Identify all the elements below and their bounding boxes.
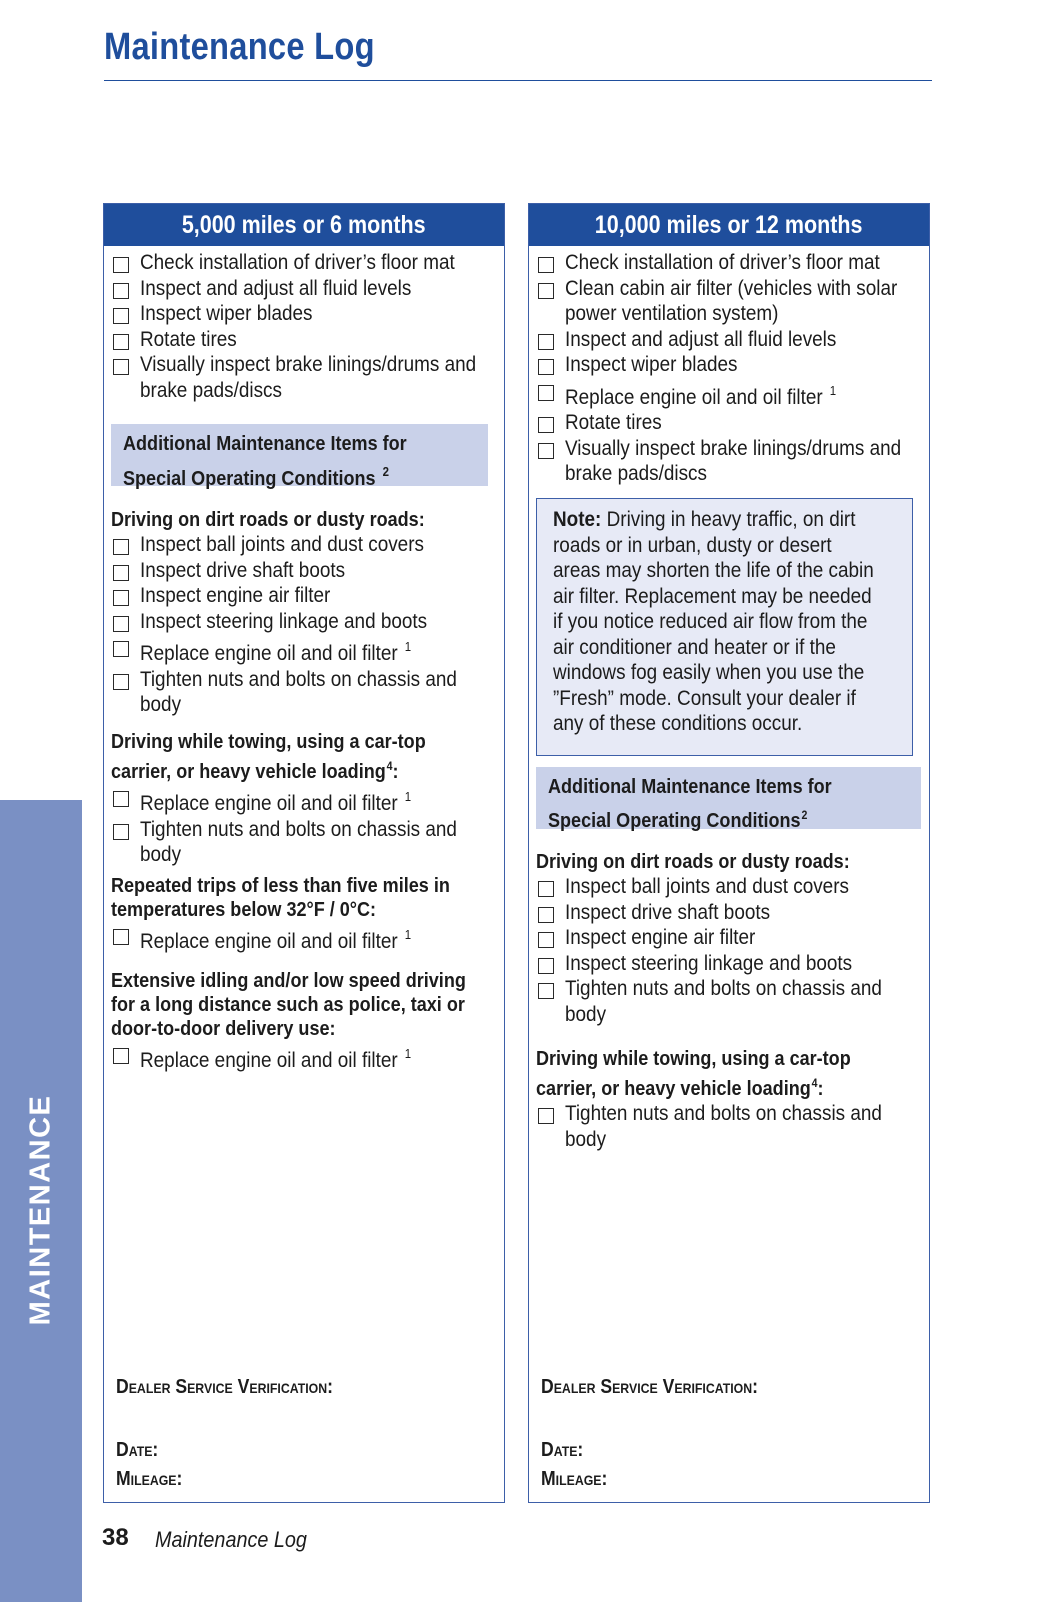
checklist-item[interactable]: Check installation of driver’s floor mat (536, 250, 926, 276)
checklist-item[interactable]: Visually inspect brake linings/drums and (536, 436, 926, 462)
checklist-item[interactable]: Replace engine oil and oil filter $^1$ (536, 378, 926, 411)
column-header: 10,000 miles or 12 months (529, 204, 929, 246)
checklist-item[interactable]: Tighten nuts and bolts on chassis and (111, 667, 501, 693)
checkbox[interactable] (538, 257, 554, 273)
page-number: 38 (102, 1524, 129, 1551)
checkbox[interactable] (113, 565, 129, 581)
note-label: Note: (553, 507, 602, 531)
checkbox[interactable] (113, 283, 129, 299)
cabin-filter-note: Note: Driving in heavy traffic, on dirt roads or in urban, dusty or desert areas may shorten the life of the cabin air filter. Replacement may be needed if you notice reduced air flow from the air conditioner and heater or if the windows fog easily when you use the ”Fresh” mode. Consult your dealer if any of these conditions occur. (536, 498, 913, 756)
checkbox[interactable] (538, 359, 554, 375)
checklist-item-continued: body (565, 1126, 607, 1151)
checkbox[interactable] (538, 283, 554, 299)
section-heading: carrier, or heavy vehicle loading$^4$: (111, 759, 399, 783)
checkbox[interactable] (538, 932, 554, 948)
checkbox[interactable] (538, 958, 554, 974)
column-header: 5,000 miles or 6 months (104, 204, 504, 246)
checklist-item[interactable]: Tighten nuts and bolts on chassis and (111, 817, 501, 843)
checklist-item[interactable]: Inspect ball joints and dust covers (111, 532, 501, 558)
section-heading: Driving while towing, using a car-top (111, 730, 426, 753)
checklist-item-continued: brake pads/discs (140, 377, 282, 402)
section-heading: door-to-door delivery use: (111, 1017, 336, 1040)
checklist-item[interactable]: Inspect engine air filter (111, 583, 501, 609)
checkbox[interactable] (113, 359, 129, 375)
checklist-item[interactable]: Replace engine oil and oil filter $^1$ (111, 922, 501, 955)
checklist-item[interactable]: Inspect and adjust all fluid levels (536, 327, 926, 353)
checklist-item[interactable]: Check installation of driver’s floor mat (111, 250, 501, 276)
checklist-item[interactable]: Inspect wiper blades (536, 352, 926, 378)
checkbox[interactable] (113, 308, 129, 324)
special-conditions-band: Additional Maintenance Items for Special Operating Conditions$^2$ (536, 767, 921, 829)
checklist-item[interactable]: Inspect ball joints and dust covers (536, 874, 926, 900)
checklist-item[interactable]: Replace engine oil and oil filter $^1$ (111, 1041, 501, 1074)
section-short-trips (111, 874, 501, 955)
checklist-item[interactable]: Inspect drive shaft boots (111, 558, 501, 584)
section-heading: Repeated trips of less than five miles in (111, 874, 450, 897)
date-label: Date: (116, 1439, 159, 1461)
interval-column-5000 (103, 203, 505, 1503)
checklist-item[interactable]: Rotate tires (111, 327, 501, 353)
special-conditions-band: Additional Maintenance Items for Special Operating Conditions $^2$ (111, 424, 488, 486)
checkbox[interactable] (113, 674, 129, 690)
date-label: Date: (541, 1439, 584, 1461)
interval-column-10000 (528, 203, 930, 1503)
section-heading: Driving on dirt roads or dusty roads: (536, 850, 850, 873)
checklist-item[interactable]: Tighten nuts and bolts on chassis and (536, 1101, 926, 1127)
checkbox[interactable] (113, 334, 129, 350)
section-heading: temperatures below 32°F / 0°C: (111, 898, 377, 921)
mileage-label: Mileage: (541, 1468, 608, 1490)
section-towing (536, 1047, 926, 1152)
mileage-label: Mileage: (116, 1468, 183, 1490)
checkbox[interactable] (538, 907, 554, 923)
checklist-item[interactable]: Inspect drive shaft boots (536, 900, 926, 926)
checklist-item[interactable]: Replace engine oil and oil filter $^1$ (111, 784, 501, 817)
checkbox[interactable] (538, 385, 554, 401)
footer-section-label: Maintenance Log (155, 1527, 307, 1552)
checkbox[interactable] (113, 791, 129, 807)
checklist-item[interactable]: Clean cabin air filter (vehicles with solar (536, 276, 926, 302)
checklist-item-continued: brake pads/discs (565, 461, 707, 485)
dealer-verification-label: Dealer Service Verification: (116, 1376, 334, 1398)
section-heading: carrier, or heavy vehicle loading$^4$: (536, 1076, 824, 1100)
checkbox[interactable] (538, 443, 554, 459)
section-idling (111, 969, 501, 1074)
checkbox[interactable] (113, 590, 129, 606)
section-dirt-roads (536, 850, 926, 1027)
checkbox[interactable] (538, 1108, 554, 1124)
checklist-item[interactable]: Inspect wiper blades (111, 301, 501, 327)
checklist-item-continued: body (140, 842, 182, 866)
checkbox[interactable] (113, 539, 129, 555)
checklist-item-continued: body (140, 692, 182, 716)
section-heading: for a long distance such as police, taxi or (111, 993, 465, 1016)
title-divider (104, 80, 932, 81)
checkbox[interactable] (538, 881, 554, 897)
side-tab-label: MAINTENANCE (24, 1094, 57, 1326)
checkbox[interactable] (113, 929, 129, 945)
dealer-verification-label: Dealer Service Verification: (541, 1376, 759, 1398)
checkbox[interactable] (113, 257, 129, 273)
checklist-item[interactable]: Tighten nuts and bolts on chassis and (536, 976, 926, 1002)
section-towing (111, 730, 501, 868)
checklist-item-continued: body (565, 1001, 607, 1026)
checkbox[interactable] (113, 616, 129, 632)
checkbox[interactable] (538, 334, 554, 350)
section-dirt-roads (111, 508, 501, 718)
checkbox[interactable] (113, 641, 129, 657)
checklist-item[interactable]: Visually inspect brake linings/drums and (111, 352, 501, 378)
checklist (111, 250, 501, 403)
section-heading: Extensive idling and/or low speed driving (111, 969, 466, 992)
checklist-item[interactable]: Rotate tires (536, 410, 926, 436)
checkbox[interactable] (538, 417, 554, 433)
checkbox[interactable] (113, 1048, 129, 1064)
checklist-item[interactable]: Replace engine oil and oil filter $^1$ (111, 634, 501, 667)
checklist-item-continued: power ventilation system) (565, 301, 779, 325)
checklist-item[interactable]: Inspect engine air filter (536, 925, 926, 951)
checklist-item[interactable]: Inspect steering linkage and boots (111, 609, 501, 635)
section-heading: Driving on dirt roads or dusty roads: (111, 508, 425, 531)
checklist-item[interactable]: Inspect steering linkage and boots (536, 951, 926, 977)
checkbox[interactable] (113, 824, 129, 840)
page-title: Maintenance Log (104, 26, 375, 68)
checklist-item[interactable]: Inspect and adjust all fluid levels (111, 276, 501, 302)
checkbox[interactable] (538, 983, 554, 999)
checklist (536, 250, 926, 487)
section-heading: Driving while towing, using a car-top (536, 1047, 851, 1070)
